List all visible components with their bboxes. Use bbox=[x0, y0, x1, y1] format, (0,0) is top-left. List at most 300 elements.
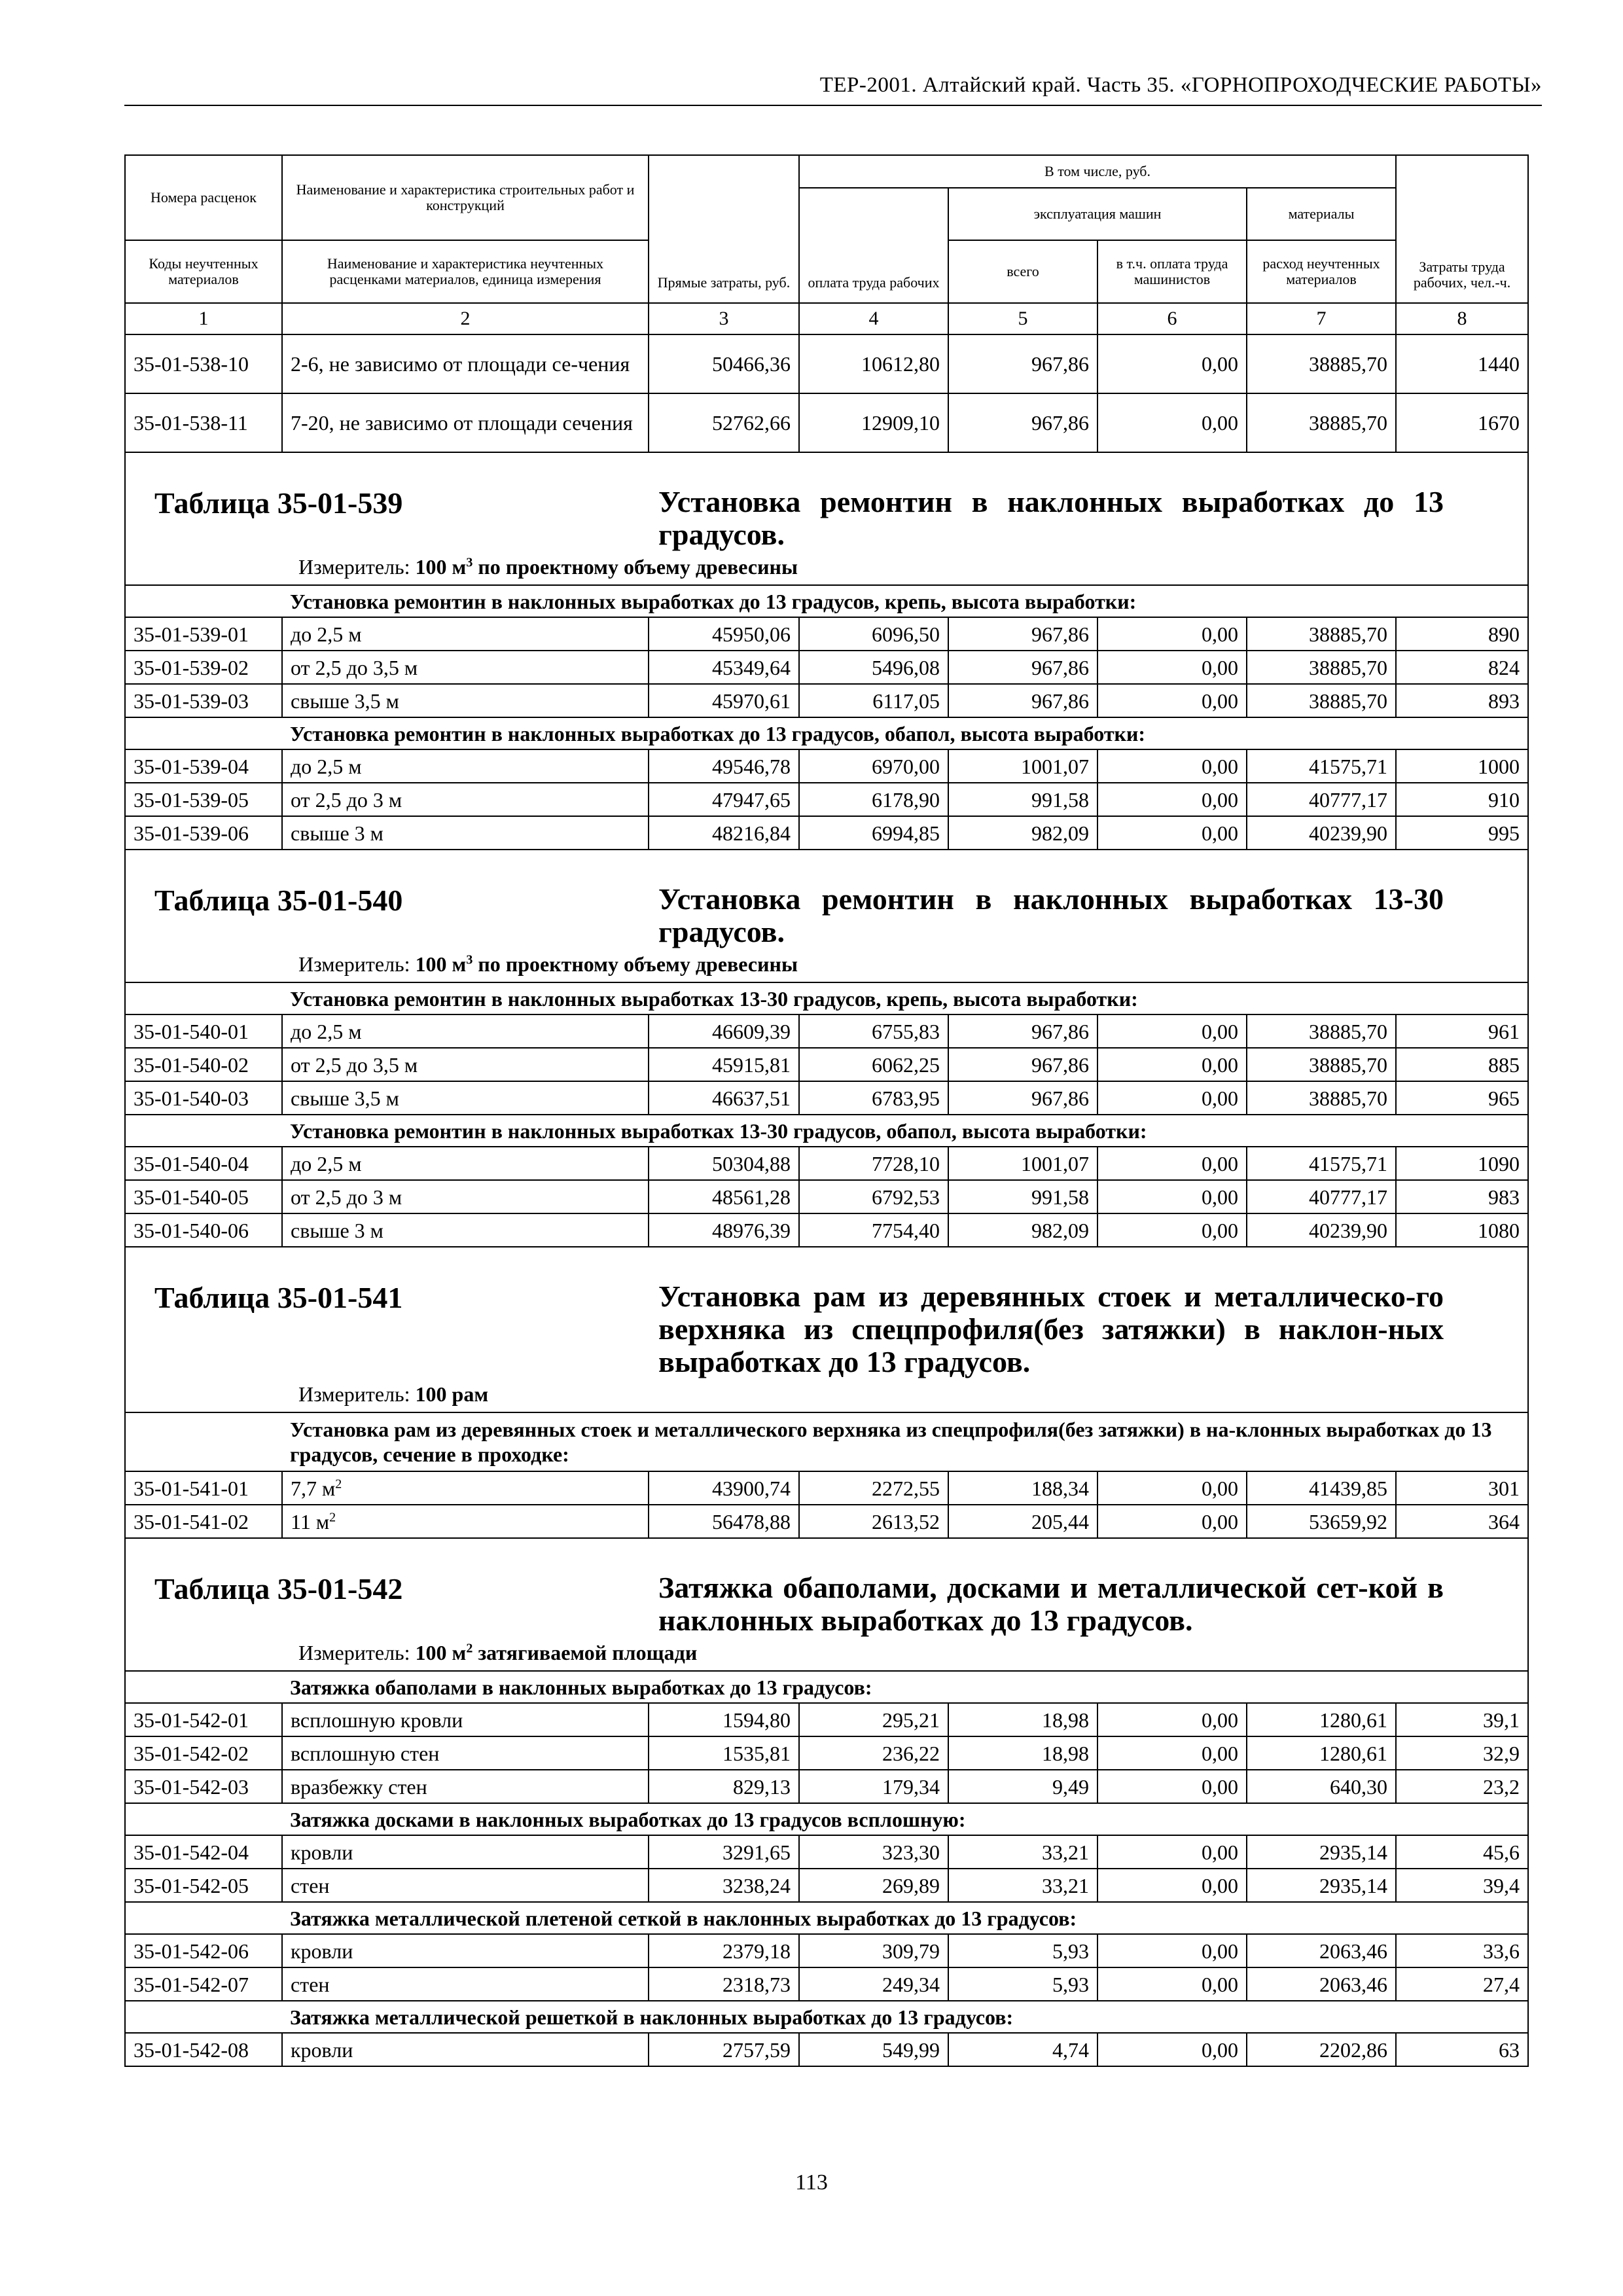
cell-mach: 1001,07 bbox=[948, 749, 1097, 783]
cell-mach-pay: 0,00 bbox=[1097, 1869, 1247, 1902]
section-spacer bbox=[125, 982, 282, 1014]
cell-name bbox=[282, 1471, 649, 1505]
measure-unit: 100 м bbox=[415, 555, 467, 579]
table-label: Таблица 35-01-540 bbox=[154, 884, 403, 917]
col-number: 1 bbox=[125, 303, 282, 334]
cell-mach: 967,86 bbox=[948, 1081, 1097, 1115]
cell-pay: 7754,40 bbox=[799, 1213, 948, 1247]
col-number: 5 bbox=[948, 303, 1097, 334]
cell-labor: 1440 bbox=[1396, 334, 1528, 393]
cell-pay: 179,34 bbox=[799, 1770, 948, 1803]
hdr-machines: эксплуатация машин bbox=[948, 188, 1247, 240]
measure-rest: затягиваемой площади bbox=[473, 1641, 698, 1664]
cell-mat: 2935,14 bbox=[1247, 1835, 1396, 1869]
table-title-row bbox=[125, 1538, 1528, 1671]
cell-name: до 2,5 м bbox=[282, 1147, 649, 1180]
cell-labor: 995 bbox=[1396, 816, 1528, 850]
cell-code: 35-01-542-06 bbox=[125, 1934, 282, 1967]
table-label: Таблица 35-01-542 bbox=[154, 1572, 403, 1605]
cell-direct: 45349,64 bbox=[649, 651, 799, 684]
cell-mach: 1001,07 bbox=[948, 1147, 1097, 1180]
cell-mach: 991,58 bbox=[948, 1180, 1097, 1213]
cell-direct: 56478,88 bbox=[649, 1505, 799, 1538]
cell-labor: 27,4 bbox=[1396, 1967, 1528, 2001]
col-number: 8 bbox=[1396, 303, 1528, 334]
cell-pay: 269,89 bbox=[799, 1869, 948, 1902]
cell-name: от 2,5 до 3 м bbox=[282, 1180, 649, 1213]
cell-pay: 10612,80 bbox=[799, 334, 948, 393]
table-row bbox=[125, 393, 1528, 452]
hdr-labor-cost: Затраты труда рабочих, чел.-ч. bbox=[1396, 155, 1528, 303]
cell-direct: 46609,39 bbox=[649, 1014, 799, 1048]
cell-mat: 38885,70 bbox=[1247, 617, 1396, 651]
cell-mat: 38885,70 bbox=[1247, 393, 1396, 452]
header-rule bbox=[124, 105, 1542, 106]
section-title: Затяжка металлической решеткой в наклонных выработках до 13 градусов: bbox=[282, 2001, 1528, 2033]
cell-direct: 1535,81 bbox=[649, 1736, 799, 1770]
cell-direct: 1594,80 bbox=[649, 1703, 799, 1736]
cell-name-text: 7,7 м bbox=[291, 1476, 336, 1500]
table-title-cell bbox=[125, 1538, 1528, 1671]
cell-direct: 2379,18 bbox=[649, 1934, 799, 1967]
section-spacer bbox=[125, 1115, 282, 1147]
measure-prefix: Измеритель: bbox=[298, 952, 416, 976]
section-title: Установка ремонтин в наклонных выработках до 13 градусов, крепь, высота выработки: bbox=[282, 585, 1528, 617]
cell-labor: 890 bbox=[1396, 617, 1528, 651]
cell-direct: 52762,66 bbox=[649, 393, 799, 452]
cell-mach: 991,58 bbox=[948, 783, 1097, 816]
cell-mat: 38885,70 bbox=[1247, 334, 1396, 393]
cell-pay: 249,34 bbox=[799, 1967, 948, 2001]
cell-name-text: 11 м bbox=[291, 1509, 330, 1534]
cell-direct: 50466,36 bbox=[649, 334, 799, 393]
measure-sup: 2 bbox=[466, 1641, 473, 1656]
table-measure bbox=[298, 1641, 1520, 1670]
cell-name: кровли bbox=[282, 1934, 649, 1967]
cell-name-sup: 2 bbox=[335, 1476, 342, 1491]
cell-mach: 967,86 bbox=[948, 617, 1097, 651]
cell-mat: 40777,17 bbox=[1247, 1180, 1396, 1213]
cell-code: 35-01-541-01 bbox=[125, 1471, 282, 1505]
cell-name: от 2,5 до 3,5 м bbox=[282, 651, 649, 684]
cell-mach: 5,93 bbox=[948, 1967, 1097, 2001]
section-title-row bbox=[125, 1803, 1528, 1835]
col-number: 4 bbox=[799, 303, 948, 334]
cell-labor: 364 bbox=[1396, 1505, 1528, 1538]
cell-name: от 2,5 до 3,5 м bbox=[282, 1048, 649, 1081]
cell-pay: 323,30 bbox=[799, 1835, 948, 1869]
cell-labor: 965 bbox=[1396, 1081, 1528, 1115]
hdr-including: В том числе, руб. bbox=[799, 155, 1396, 188]
cell-mach-pay: 0,00 bbox=[1097, 816, 1247, 850]
cell-labor: 1090 bbox=[1396, 1147, 1528, 1180]
table-row bbox=[125, 2033, 1528, 2066]
cell-mach-pay: 0,00 bbox=[1097, 1081, 1247, 1115]
cell-direct: 3291,65 bbox=[649, 1835, 799, 1869]
cell-labor: 910 bbox=[1396, 783, 1528, 816]
cell-mach: 967,86 bbox=[948, 1014, 1097, 1048]
table-title-row bbox=[125, 452, 1528, 585]
cell-mach: 982,09 bbox=[948, 816, 1097, 850]
cell-mach: 5,93 bbox=[948, 1934, 1097, 1967]
table-row bbox=[125, 1180, 1528, 1213]
cell-name: свыше 3 м bbox=[282, 1213, 649, 1247]
running-head: ТЕР-2001. Алтайский край. Часть 35. «ГОРНОПРОХОДЧЕСКИЕ РАБОТЫ» bbox=[819, 73, 1542, 97]
section-title-row bbox=[125, 1671, 1528, 1703]
cell-mat: 1280,61 bbox=[1247, 1736, 1396, 1770]
cell-code: 35-01-539-02 bbox=[125, 651, 282, 684]
table-row bbox=[125, 1048, 1528, 1081]
hdr-materials: материалы bbox=[1247, 188, 1396, 240]
cell-mach-pay: 0,00 bbox=[1097, 1703, 1247, 1736]
cell-direct: 829,13 bbox=[649, 1770, 799, 1803]
table-row bbox=[125, 1147, 1528, 1180]
cell-labor: 1080 bbox=[1396, 1213, 1528, 1247]
cell-code: 35-01-540-02 bbox=[125, 1048, 282, 1081]
cell-pay: 6096,50 bbox=[799, 617, 948, 651]
cell-pay: 6178,90 bbox=[799, 783, 948, 816]
cell-mach-pay: 0,00 bbox=[1097, 1505, 1247, 1538]
table-title-cell bbox=[125, 452, 1528, 585]
cell-direct: 43900,74 bbox=[649, 1471, 799, 1505]
cell-code: 35-01-542-05 bbox=[125, 1869, 282, 1902]
table-row bbox=[125, 1869, 1528, 1902]
section-title: Установка ремонтин в наклонных выработках до 13 градусов, обапол, высота выработки: bbox=[282, 717, 1528, 749]
table-row bbox=[125, 749, 1528, 783]
section-title-row bbox=[125, 1412, 1528, 1471]
cell-name: всплошную стен bbox=[282, 1736, 649, 1770]
cell-direct: 48561,28 bbox=[649, 1180, 799, 1213]
cell-direct: 48216,84 bbox=[649, 816, 799, 850]
cell-code: 35-01-539-05 bbox=[125, 783, 282, 816]
cell-pay: 6755,83 bbox=[799, 1014, 948, 1048]
cell-mach: 18,98 bbox=[948, 1703, 1097, 1736]
section-spacer bbox=[125, 2001, 282, 2033]
cell-mat: 41439,85 bbox=[1247, 1471, 1396, 1505]
section-title: Затяжка обаполами в наклонных выработках до 13 градусов: bbox=[282, 1671, 1528, 1703]
cell-mach-pay: 0,00 bbox=[1097, 1835, 1247, 1869]
cell-name: всплошную кровли bbox=[282, 1703, 649, 1736]
cell-code: 35-01-540-04 bbox=[125, 1147, 282, 1180]
section-title-row bbox=[125, 1115, 1528, 1147]
cell-pay: 6970,00 bbox=[799, 749, 948, 783]
cell-code: 35-01-539-06 bbox=[125, 816, 282, 850]
cell-mat: 38885,70 bbox=[1247, 651, 1396, 684]
cell-pay: 549,99 bbox=[799, 2033, 948, 2066]
cell-code: 35-01-540-06 bbox=[125, 1213, 282, 1247]
cell-mat: 40777,17 bbox=[1247, 783, 1396, 816]
cell-mach: 982,09 bbox=[948, 1213, 1097, 1247]
col-number: 2 bbox=[282, 303, 649, 334]
cell-mat: 53659,92 bbox=[1247, 1505, 1396, 1538]
table-row bbox=[125, 1835, 1528, 1869]
cell-labor: 39,4 bbox=[1396, 1869, 1528, 1902]
cell-direct: 49546,78 bbox=[649, 749, 799, 783]
table-row bbox=[125, 1014, 1528, 1048]
table-row bbox=[125, 617, 1528, 651]
cell-name: до 2,5 м bbox=[282, 617, 649, 651]
cell-name: вразбежку стен bbox=[282, 1770, 649, 1803]
cell-direct: 50304,88 bbox=[649, 1147, 799, 1180]
cell-mach-pay: 0,00 bbox=[1097, 651, 1247, 684]
cell-pay: 295,21 bbox=[799, 1703, 948, 1736]
cell-mat: 38885,70 bbox=[1247, 684, 1396, 717]
measure-sup: 3 bbox=[466, 555, 473, 570]
cell-mach-pay: 0,00 bbox=[1097, 2033, 1247, 2066]
measure-rest: по проектному объему древесины bbox=[473, 555, 798, 579]
cell-direct: 2318,73 bbox=[649, 1967, 799, 2001]
cell-mat: 38885,70 bbox=[1247, 1081, 1396, 1115]
cell-direct: 45970,61 bbox=[649, 684, 799, 717]
cell-code: 35-01-542-08 bbox=[125, 2033, 282, 2066]
cell-labor: 33,6 bbox=[1396, 1934, 1528, 1967]
col-number: 3 bbox=[649, 303, 799, 334]
section-title-row bbox=[125, 982, 1528, 1014]
cell-mach: 9,49 bbox=[948, 1770, 1097, 1803]
cell-pay: 6783,95 bbox=[799, 1081, 948, 1115]
measure-unit: 100 рам bbox=[415, 1382, 489, 1406]
table-description: Установка ремонтин в наклонных выработках 13-30 градусов. bbox=[658, 882, 1444, 948]
measure-rest: по проектному объему древесины bbox=[473, 952, 798, 976]
cell-labor: 23,2 bbox=[1396, 1770, 1528, 1803]
cell-name-sup: 2 bbox=[329, 1509, 336, 1524]
cell-direct: 45915,81 bbox=[649, 1048, 799, 1081]
section-title-row bbox=[125, 585, 1528, 617]
cell-code: 35-01-542-04 bbox=[125, 1835, 282, 1869]
measure-prefix: Измеритель: bbox=[298, 1641, 416, 1664]
cell-pay: 6792,53 bbox=[799, 1180, 948, 1213]
cell-mat: 2202,86 bbox=[1247, 2033, 1396, 2066]
cell-labor: 983 bbox=[1396, 1180, 1528, 1213]
cell-mat: 41575,71 bbox=[1247, 1147, 1396, 1180]
cell-labor: 45,6 bbox=[1396, 1835, 1528, 1869]
cell-mach-pay: 0,00 bbox=[1097, 334, 1247, 393]
table-description: Затяжка обаполами, досками и металлической сет-кой в наклонных выработках до 13 градусов. bbox=[658, 1571, 1444, 1637]
cell-pay: 236,22 bbox=[799, 1736, 948, 1770]
table-measure bbox=[298, 555, 1520, 584]
cell-mach: 4,74 bbox=[948, 2033, 1097, 2066]
cell-mach: 967,86 bbox=[948, 684, 1097, 717]
cell-mach-pay: 0,00 bbox=[1097, 1770, 1247, 1803]
cell-name: кровли bbox=[282, 2033, 649, 2066]
cell-mach-pay: 0,00 bbox=[1097, 393, 1247, 452]
table-title bbox=[134, 850, 1520, 982]
table-row bbox=[125, 1471, 1528, 1505]
table-title bbox=[134, 453, 1520, 584]
cell-mach-pay: 0,00 bbox=[1097, 1014, 1247, 1048]
cell-mach-pay: 0,00 bbox=[1097, 1471, 1247, 1505]
table-row bbox=[125, 334, 1528, 393]
cell-direct: 47947,65 bbox=[649, 783, 799, 816]
cell-mach-pay: 0,00 bbox=[1097, 1967, 1247, 2001]
hdr-labor-pay: оплата труда рабочих bbox=[799, 188, 948, 303]
cell-direct: 3238,24 bbox=[649, 1869, 799, 1902]
section-title-row bbox=[125, 1902, 1528, 1934]
table-label: Таблица 35-01-541 bbox=[154, 1281, 403, 1314]
cell-pay: 7728,10 bbox=[799, 1147, 948, 1180]
cell-mach-pay: 0,00 bbox=[1097, 1048, 1247, 1081]
hdr-machines-total: всего bbox=[948, 240, 1097, 303]
cell-mat: 38885,70 bbox=[1247, 1014, 1396, 1048]
cell-mach-pay: 0,00 bbox=[1097, 1180, 1247, 1213]
cell-code: 35-01-541-02 bbox=[125, 1505, 282, 1538]
cell-code: 35-01-542-01 bbox=[125, 1703, 282, 1736]
cell-code: 35-01-542-02 bbox=[125, 1736, 282, 1770]
section-title-row bbox=[125, 2001, 1528, 2033]
hdr-material-names: Наименование и характеристика неучтенных расценками материалов, единица измерения bbox=[282, 240, 649, 303]
cell-mach-pay: 0,00 bbox=[1097, 1934, 1247, 1967]
cell-mach-pay: 0,00 bbox=[1097, 1213, 1247, 1247]
cell-code: 35-01-540-01 bbox=[125, 1014, 282, 1048]
cell-pay: 2272,55 bbox=[799, 1471, 948, 1505]
hdr-direct-costs: Прямые затраты, руб. bbox=[649, 155, 799, 303]
cell-code: 35-01-539-03 bbox=[125, 684, 282, 717]
hdr-material-codes: Коды неучтенных материалов bbox=[125, 240, 282, 303]
section-spacer bbox=[125, 585, 282, 617]
column-numbers-row bbox=[125, 303, 1528, 334]
table-measure bbox=[298, 952, 1520, 982]
cell-code: 35-01-542-07 bbox=[125, 1967, 282, 2001]
table-title bbox=[134, 1247, 1520, 1412]
measure-sup: 3 bbox=[466, 952, 473, 967]
cell-direct: 2757,59 bbox=[649, 2033, 799, 2066]
col-number: 6 bbox=[1097, 303, 1247, 334]
cell-pay: 6994,85 bbox=[799, 816, 948, 850]
section-title: Затяжка металлической плетеной сеткой в наклонных выработках до 13 градусов: bbox=[282, 1902, 1528, 1934]
section-title: Установка ремонтин в наклонных выработках 13-30 градусов, обапол, высота выработки: bbox=[282, 1115, 1528, 1147]
table-row bbox=[125, 1703, 1528, 1736]
cell-mach-pay: 0,00 bbox=[1097, 1147, 1247, 1180]
measure-prefix: Измеритель: bbox=[298, 555, 416, 579]
cell-mat: 40239,90 bbox=[1247, 1213, 1396, 1247]
cell-code: 35-01-538-11 bbox=[125, 393, 282, 452]
table-row bbox=[125, 783, 1528, 816]
cell-name: до 2,5 м bbox=[282, 1014, 649, 1048]
section-title: Установка рам из деревянных стоек и металлического верхняка из спецпрофиля(без затяжки) в на-клонных выработках до 13 градусов, сечение в проходке: bbox=[282, 1412, 1528, 1471]
section-spacer bbox=[125, 1412, 282, 1471]
cell-pay: 2613,52 bbox=[799, 1505, 948, 1538]
cell-labor: 1670 bbox=[1396, 393, 1528, 452]
section-spacer bbox=[125, 717, 282, 749]
cell-labor: 63 bbox=[1396, 2033, 1528, 2066]
table-row bbox=[125, 1213, 1528, 1247]
cell-mach-pay: 0,00 bbox=[1097, 617, 1247, 651]
cell-labor: 1000 bbox=[1396, 749, 1528, 783]
section-title: Установка ремонтин в наклонных выработках 13-30 градусов, крепь, высота выработки: bbox=[282, 982, 1528, 1014]
cell-mat: 1280,61 bbox=[1247, 1703, 1396, 1736]
cell-pay: 12909,10 bbox=[799, 393, 948, 452]
table-measure bbox=[298, 1382, 1520, 1412]
cell-mat: 40239,90 bbox=[1247, 816, 1396, 850]
cell-mat: 640,30 bbox=[1247, 1770, 1396, 1803]
table-description: Установка рам из деревянных стоек и металлическо-го верхняка из спецпрофиля(без затяжки) в наклон-ных выработках до 13 градусов. bbox=[658, 1280, 1444, 1378]
price-table bbox=[124, 154, 1529, 2067]
col-number: 7 bbox=[1247, 303, 1396, 334]
table-title bbox=[134, 1539, 1520, 1670]
table-row bbox=[125, 1505, 1528, 1538]
cell-mach: 967,86 bbox=[948, 1048, 1097, 1081]
cell-labor: 301 bbox=[1396, 1471, 1528, 1505]
section-title: Затяжка досками в наклонных выработках до 13 градусов всплошную: bbox=[282, 1803, 1528, 1835]
cell-mach: 967,86 bbox=[948, 651, 1097, 684]
cell-mach: 205,44 bbox=[948, 1505, 1097, 1538]
section-spacer bbox=[125, 1671, 282, 1703]
cell-name: свыше 3 м bbox=[282, 816, 649, 850]
cell-mach-pay: 0,00 bbox=[1097, 749, 1247, 783]
cell-code: 35-01-540-05 bbox=[125, 1180, 282, 1213]
cell-mach: 967,86 bbox=[948, 393, 1097, 452]
cell-pay: 6117,05 bbox=[799, 684, 948, 717]
cell-mach: 18,98 bbox=[948, 1736, 1097, 1770]
cell-name: кровли bbox=[282, 1835, 649, 1869]
table-title-row bbox=[125, 850, 1528, 982]
cell-labor: 39,1 bbox=[1396, 1703, 1528, 1736]
table-row bbox=[125, 1770, 1528, 1803]
cell-labor: 824 bbox=[1396, 651, 1528, 684]
cell-mach: 33,21 bbox=[948, 1869, 1097, 1902]
cell-code: 35-01-542-03 bbox=[125, 1770, 282, 1803]
cell-labor: 32,9 bbox=[1396, 1736, 1528, 1770]
table-row bbox=[125, 1081, 1528, 1115]
cell-direct: 45950,06 bbox=[649, 617, 799, 651]
cell-mach-pay: 0,00 bbox=[1097, 684, 1247, 717]
table-label: Таблица 35-01-539 bbox=[154, 486, 403, 520]
cell-code: 35-01-540-03 bbox=[125, 1081, 282, 1115]
measure-unit: 100 м bbox=[415, 952, 467, 976]
cell-name: 2-6, не зависимо от площади се-чения bbox=[282, 334, 649, 393]
hdr-materials-unaccounted: расход неучтенных материалов bbox=[1247, 240, 1396, 303]
cell-code: 35-01-539-01 bbox=[125, 617, 282, 651]
cell-mach: 188,34 bbox=[948, 1471, 1097, 1505]
cell-mach: 967,86 bbox=[948, 334, 1097, 393]
table-row bbox=[125, 651, 1528, 684]
cell-name: 7-20, не зависимо от площади сечения bbox=[282, 393, 649, 452]
measure-unit: 100 м bbox=[415, 1641, 467, 1664]
cell-code: 35-01-538-10 bbox=[125, 334, 282, 393]
section-spacer bbox=[125, 1803, 282, 1835]
hdr-machines-pay: в т.ч. оплата труда машинистов bbox=[1097, 240, 1247, 303]
cell-mat: 2063,46 bbox=[1247, 1934, 1396, 1967]
cell-pay: 6062,25 bbox=[799, 1048, 948, 1081]
section-title-row bbox=[125, 717, 1528, 749]
cell-name bbox=[282, 1505, 649, 1538]
table-row bbox=[125, 816, 1528, 850]
page-number: 113 bbox=[795, 2170, 828, 2195]
table-title-cell bbox=[125, 1247, 1528, 1412]
cell-code: 35-01-539-04 bbox=[125, 749, 282, 783]
cell-mat: 2063,46 bbox=[1247, 1967, 1396, 2001]
cell-name: до 2,5 м bbox=[282, 749, 649, 783]
cell-mat: 41575,71 bbox=[1247, 749, 1396, 783]
table-row bbox=[125, 1967, 1528, 2001]
cell-labor: 893 bbox=[1396, 684, 1528, 717]
cell-name: свыше 3,5 м bbox=[282, 684, 649, 717]
cell-pay: 5496,08 bbox=[799, 651, 948, 684]
cell-pay: 309,79 bbox=[799, 1934, 948, 1967]
cell-name: стен bbox=[282, 1869, 649, 1902]
table-description: Установка ремонтин в наклонных выработках до 13 градусов. bbox=[658, 485, 1444, 551]
cell-mat: 2935,14 bbox=[1247, 1869, 1396, 1902]
table-title-row bbox=[125, 1247, 1528, 1412]
table-row bbox=[125, 1934, 1528, 1967]
cell-direct: 46637,51 bbox=[649, 1081, 799, 1115]
cell-name: свыше 3,5 м bbox=[282, 1081, 649, 1115]
table-title-cell bbox=[125, 850, 1528, 982]
cell-labor: 961 bbox=[1396, 1014, 1528, 1048]
section-spacer bbox=[125, 1902, 282, 1934]
measure-prefix: Измеритель: bbox=[298, 1382, 416, 1406]
hdr-work-name: Наименование и характеристика строительных работ и конструкций bbox=[282, 155, 649, 240]
